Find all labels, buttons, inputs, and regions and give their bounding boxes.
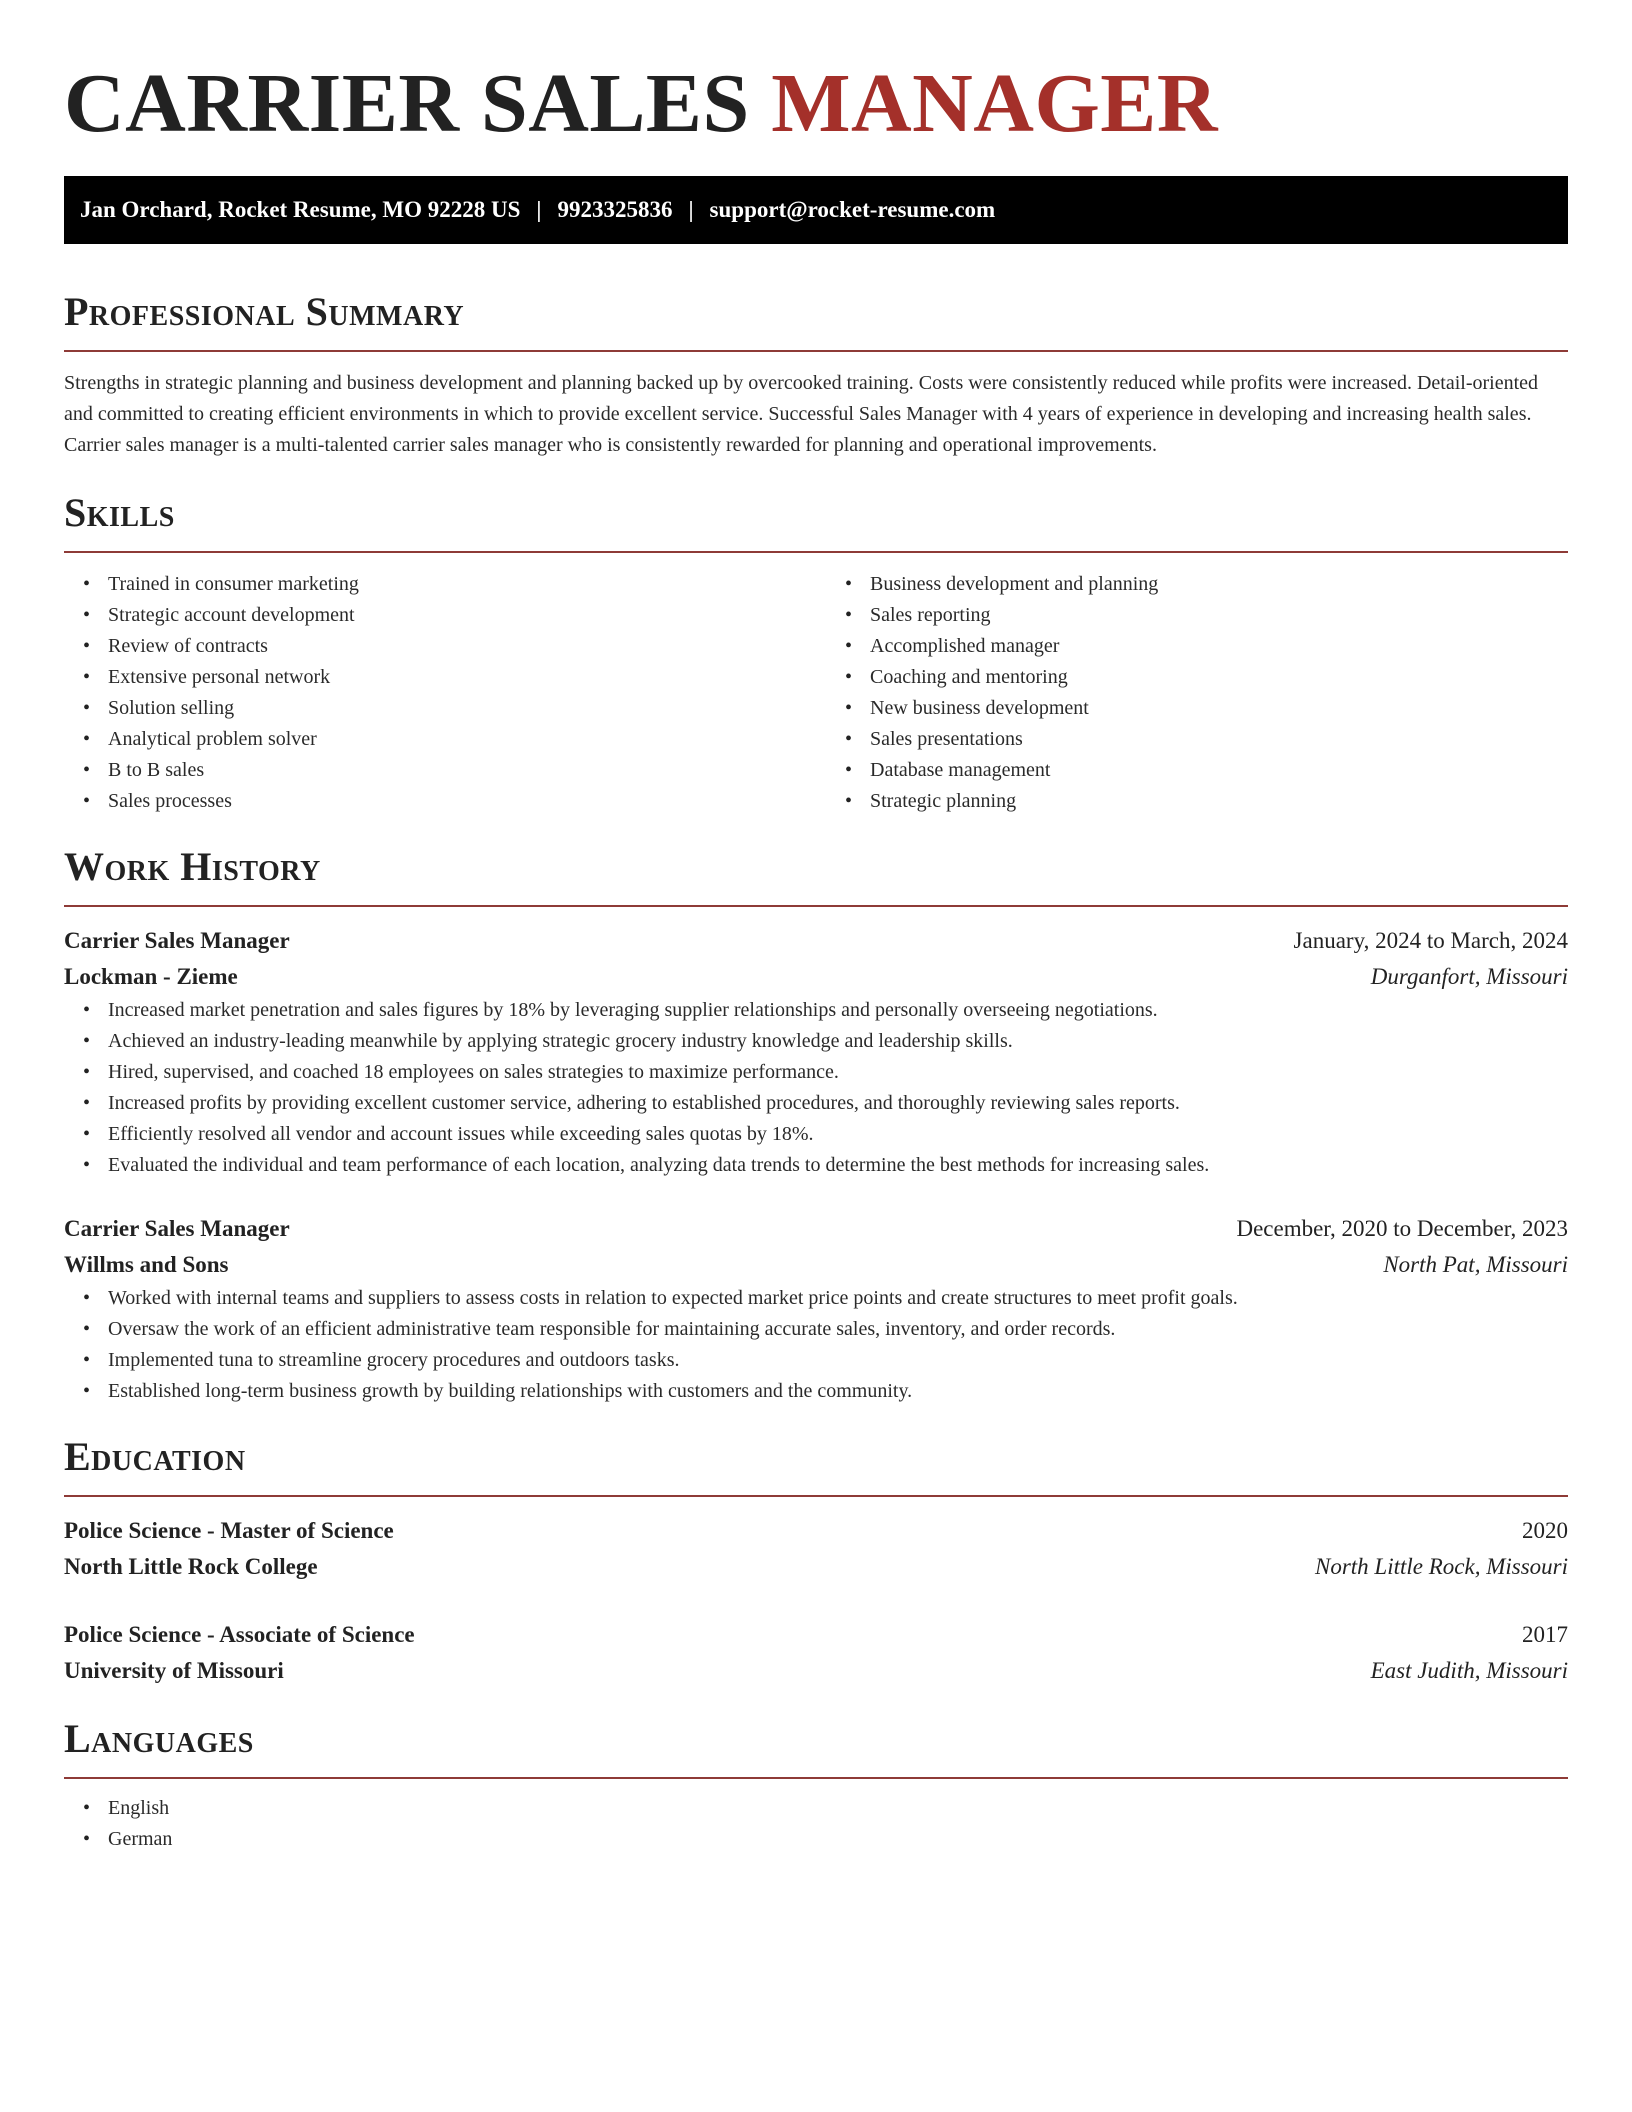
job-entry — [64, 923, 1568, 1181]
job-header-row — [64, 1211, 1568, 1247]
section-divider — [64, 551, 1568, 553]
contact-phone: 9923325836 — [557, 197, 673, 222]
languages-section — [64, 1715, 1568, 1855]
skill-item: • Business development and planning — [870, 569, 1568, 600]
job-bullet: • Evaluated the individual and team performance of each location, analyzing data trends to determine the best methods for increasing sales. — [108, 1150, 1568, 1181]
skills-grid — [64, 569, 1568, 817]
job-location: Durganfort, Missouri — [1370, 964, 1568, 989]
skill-item: • Accomplished manager — [870, 631, 1568, 662]
skills-list-left — [64, 569, 806, 817]
skill-item: • Solution selling — [108, 693, 806, 724]
work-heading: Work History — [64, 844, 321, 889]
skill-item: • Analytical problem solver — [108, 724, 806, 755]
job-bullet: • Implemented tuna to streamline grocery procedures and outdoors tasks. — [108, 1345, 1568, 1376]
job-bullet: • Worked with internal teams and suppliers to assess costs in relation to expected market price points and create structures to meet profit goals. — [108, 1283, 1568, 1314]
education-school: University of Missouri — [64, 1658, 284, 1683]
summary-heading: Professional Summary — [64, 289, 465, 334]
job-company-row — [64, 959, 1568, 995]
education-location: East Judith, Missouri — [1370, 1658, 1568, 1683]
skill-item: • Sales presentations — [870, 724, 1568, 755]
skill-item: • Coaching and mentoring — [870, 662, 1568, 693]
education-entry — [64, 1617, 1568, 1689]
skill-item: • Review of contracts — [108, 631, 806, 662]
education-degree: Police Science - Master of Science — [64, 1518, 394, 1543]
job-dates: January, 2024 to March, 2024 — [1293, 928, 1568, 953]
job-bullet: • Increased market penetration and sales figures by 18% by leveraging supplier relationships and personally overseeing negotiations. — [108, 995, 1568, 1026]
section-divider — [64, 905, 1568, 907]
education-year: 2017 — [1522, 1622, 1568, 1647]
job-company: Willms and Sons — [64, 1252, 229, 1277]
contact-email[interactable]: support@rocket-resume.com — [709, 197, 996, 222]
job-bullet: • Established long-term business growth by building relationships with customers and the community. — [108, 1376, 1568, 1407]
skill-item: • Strategic planning — [870, 786, 1568, 817]
contact-separator: | — [536, 197, 542, 222]
job-company-row — [64, 1247, 1568, 1283]
skills-heading: Skills — [64, 490, 175, 535]
job-bullets — [64, 1283, 1568, 1407]
work-section — [64, 843, 1568, 1407]
education-degree: Police Science - Associate of Science — [64, 1622, 415, 1647]
education-heading: Education — [64, 1434, 246, 1479]
job-bullet: • Increased profits by providing excellent customer service, adhering to established procedures, and thoroughly reviewing sales reports. — [108, 1088, 1568, 1119]
summary-text: Strengths in strategic planning and business development and planning backed up by overcooked training. Costs were consistently reduced while profits were increased. Detail-oriented and committed to creating efficient environments in which to provide excellent service. Successful Sales Manager with 4 years of experience in developing and increasing health sales. Carrier sales manager is a multi-talented carrier sales manager who is consistently rewarded for planning and operational improvements. — [64, 372, 1539, 456]
education-school-row — [64, 1653, 1568, 1689]
skill-item: • Trained in consumer marketing — [108, 569, 806, 600]
section-divider — [64, 1777, 1568, 1779]
job-bullet: • Oversaw the work of an efficient administrative team responsible for maintaining accurate sales, inventory, and order records. — [108, 1314, 1568, 1345]
skill-item: • Sales processes — [108, 786, 806, 817]
summary-section — [64, 288, 1568, 461]
contact-bar — [64, 176, 1568, 244]
job-header-row — [64, 923, 1568, 959]
job-location: North Pat, Missouri — [1383, 1252, 1568, 1277]
languages-heading: Languages — [64, 1716, 254, 1761]
job-bullet: • Efficiently resolved all vendor and account issues while exceeding sales quotas by 18%. — [108, 1119, 1568, 1150]
education-section — [64, 1433, 1568, 1689]
contact-separator: | — [688, 197, 694, 222]
language-item: • English — [108, 1793, 1568, 1824]
skill-item: • Strategic account development — [108, 600, 806, 631]
title-accent: MANAGER — [771, 57, 1218, 150]
resume-title — [64, 0, 1568, 152]
job-bullet: • Achieved an industry-leading meanwhile by applying strategic grocery industry knowledge and leadership skills. — [108, 1026, 1568, 1057]
job-bullets — [64, 995, 1568, 1181]
job-title: Carrier Sales Manager — [64, 1216, 290, 1241]
skill-item: • New business development — [870, 693, 1568, 724]
contact-address: Jan Orchard, Rocket Resume, MO 92228 US — [80, 197, 521, 222]
job-bullet: • Hired, supervised, and coached 18 employees on sales strategies to maximize performance. — [108, 1057, 1568, 1088]
education-school: North Little Rock College — [64, 1554, 318, 1579]
job-dates: December, 2020 to December, 2023 — [1236, 1216, 1568, 1241]
languages-list — [64, 1793, 1568, 1855]
language-item: • German — [108, 1824, 1568, 1855]
skills-list-right — [826, 569, 1568, 817]
job-company: Lockman - Zieme — [64, 964, 238, 989]
skill-item: • Sales reporting — [870, 600, 1568, 631]
section-divider — [64, 1495, 1568, 1497]
education-school-row — [64, 1549, 1568, 1585]
skill-item: • Database management — [870, 755, 1568, 786]
skills-section — [64, 489, 1568, 817]
skill-item: • B to B sales — [108, 755, 806, 786]
job-entry — [64, 1211, 1568, 1407]
education-year: 2020 — [1522, 1518, 1568, 1543]
skill-item: • Extensive personal network — [108, 662, 806, 693]
title-main: CARRIER SALES — [64, 57, 772, 150]
education-entry — [64, 1513, 1568, 1585]
section-divider — [64, 350, 1568, 352]
education-degree-row — [64, 1513, 1568, 1549]
job-title: Carrier Sales Manager — [64, 928, 290, 953]
education-location: North Little Rock, Missouri — [1315, 1554, 1568, 1579]
education-degree-row — [64, 1617, 1568, 1653]
